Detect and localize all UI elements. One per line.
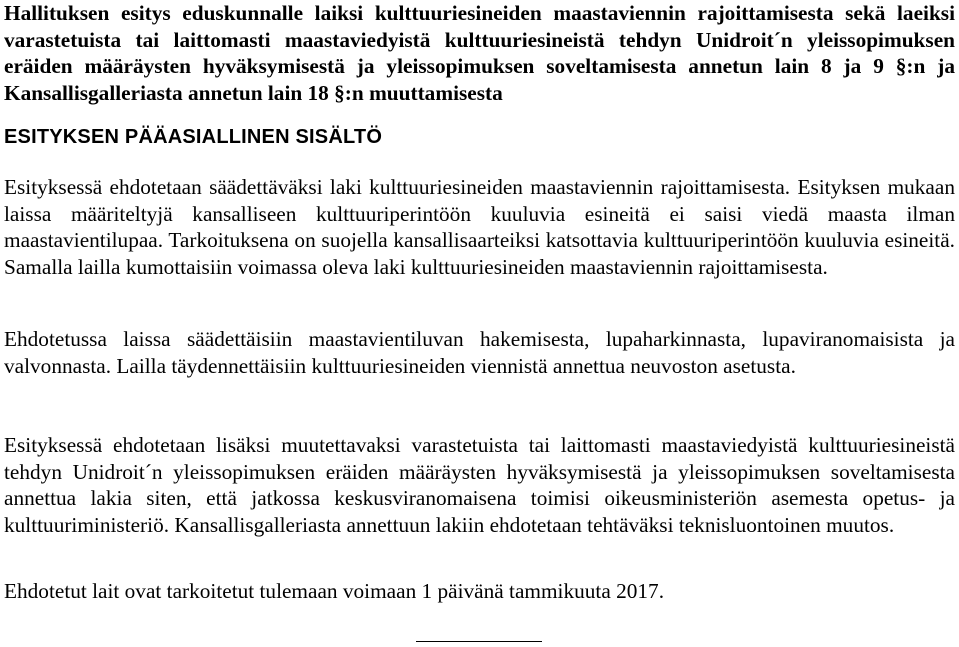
paragraph: Ehdotetussa laissa säädettäisiin maastavientiluvan hakemisesta, lupaharkinnasta, lupaviranomaisista ja valvonnasta. Lailla täydennettäisiin kulttuuriesineiden viennistä annettua neuvoston asetusta. <box>4 327 955 378</box>
separator-line <box>416 641 542 642</box>
paragraph: Esityksessä ehdotetaan säädettäväksi laki kulttuuriesineiden maastaviennin rajoittamisesta. Esityksen mukaan laissa määriteltyjä kansalliseen kulttuuriperintöön kuuluvia esineitä ei saisi viedä maasta ilman maastavientilupaa. Tarkoituksena on suojella kansallisaarteiksi katsottavia kulttuuriperintöön kuuluvia esineitä. Samalla lailla kumottaisiin voimassa oleva laki kulttuuriesineiden maastaviennin rajoittamisesta. <box>4 175 955 279</box>
section-heading: ESITYKSEN PÄÄASIALLINEN SISÄLTÖ <box>4 126 383 148</box>
paragraph: Ehdotetut lait ovat tarkoitetut tulemaan voimaan 1 päivänä tammikuuta 2017. <box>4 579 665 603</box>
document-title: Hallituksen esitys eduskunnalle laiksi kulttuuriesineiden maastaviennin rajoittamisesta sekä laeiksi varastetuista tai laittomasti maastaviedyistä kulttuuriesineistä tehdyn Unidroit´n yleissopimuksen eräiden määräysten hyväksymisestä ja yleissopimuksen soveltamisesta annetun lain 8 ja 9 §:n ja Kansallisgalleriasta annetun lain 18 §:n muuttamisesta <box>4 1 955 105</box>
paragraph: Esityksessä ehdotetaan lisäksi muutettavaksi varastetuista tai laittomasti maastaviedyistä kulttuuriesineistä tehdyn Unidroit´n yleissopimuksen eräiden määräysten hyväksymisestä ja yleissopimuksen soveltamisesta annettua lakia siten, että jatkossa keskusviranomaisena toimisi oikeusministeriön asemesta opetus- ja kulttuuriministeriö. Kansallisgalleriasta annettuun lakiin ehdotetaan tehtäväksi teknisluontoinen muutos. <box>4 433 955 537</box>
